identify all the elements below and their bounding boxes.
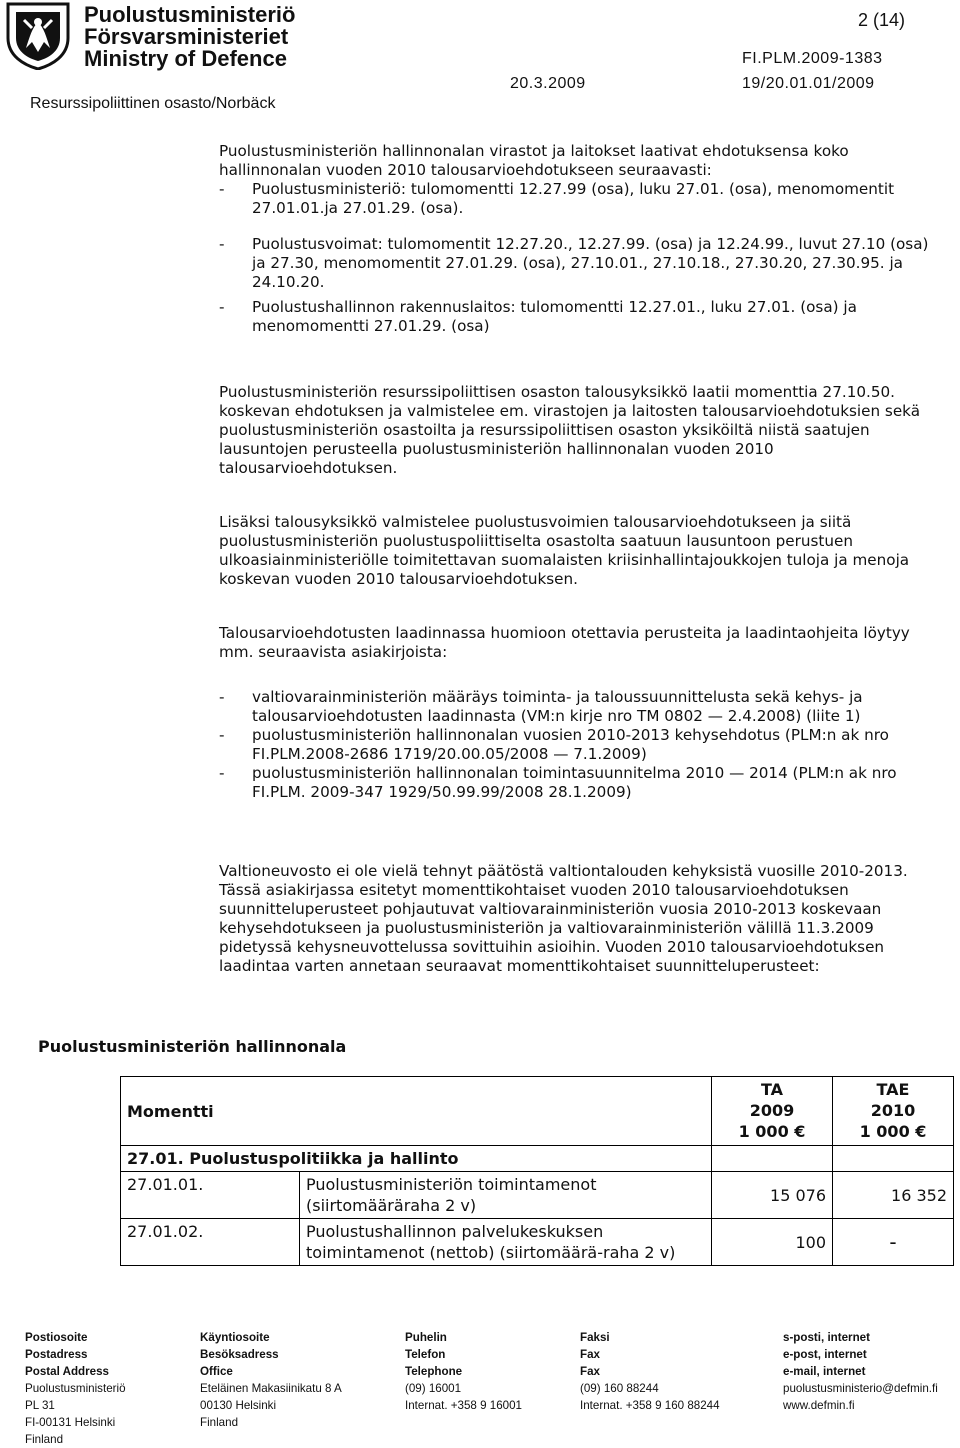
header-momentti: Momentti [121, 1077, 712, 1146]
row-name: Puolustusministeriön toimintamenot (siirtomääräraha 2 v) [300, 1172, 712, 1219]
footer-line: (09) 16001 [405, 1382, 462, 1395]
footer-postal-address [25, 1329, 126, 1448]
table-cell [712, 1146, 833, 1172]
footer-line: (09) 160 88244 [580, 1382, 659, 1395]
table-row [121, 1219, 954, 1266]
section-heading: Puolustusministeriön hallinnonala [38, 1037, 347, 1056]
group-title: 27.01. Puolustuspolitiikka ja hallinto [121, 1146, 712, 1172]
bullet-dash: - [219, 764, 225, 782]
bullet-dash: - [219, 298, 225, 316]
footer-heading: Besöksadress [200, 1348, 279, 1361]
ministry-name-fi: Puolustusministeriö [84, 2, 296, 27]
row-code: 27.01.02. [121, 1219, 300, 1266]
bullet-dash: - [219, 235, 225, 253]
footer-heading: Telefon [405, 1348, 446, 1361]
header-ta-label: TA [760, 1080, 784, 1099]
header-tae [833, 1077, 954, 1146]
list-item-text: puolustusministeriön hallinnonalan toimintasuunnitelma 2010 — 2014 (PLM:n ak nro FI.PLM. 2009-347 1929/50.99.99/2008 28.1.2009) [252, 764, 897, 801]
footer-heading: Postiosoite [25, 1331, 88, 1344]
footer-line: Internat. +358 9 160 88244 [580, 1399, 720, 1412]
footer-line: 00130 Helsinki [200, 1399, 277, 1412]
table-header-row [121, 1077, 954, 1146]
list-item-text: Puolustushallinnon rakennuslaitos: tulomomentti 12.27.01., luku 27.01. (osa) ja menomomentti 27.01.29. (osa) [252, 298, 857, 335]
department: Resurssipoliittinen osasto/Norbäck [30, 95, 276, 112]
header-ta [712, 1077, 833, 1146]
header-ta-year: 2009 [749, 1101, 795, 1120]
ministry-name-en: Ministry of Defence [84, 46, 287, 71]
paragraph: Lisäksi talousyksikkö valmistelee puolustusvoimien talousarvioehdotukseen ja siitä puolustusministeriön puolustuspoliittiselta osastolta saatuun lausuntoon perustuen ulkoasiainministeriölle toimitettavan suomalaisten kriisinhallintajoukkojen tuloja ja menoja koskevan vuoden 2010 talousarvioehdotuksen. [219, 513, 910, 588]
footer-line: Finland [25, 1433, 64, 1446]
header-ta-unit: 1 000 € [738, 1122, 806, 1141]
row-code: 27.01.01. [121, 1172, 300, 1219]
footer-heading: Fax [580, 1348, 600, 1361]
list-item-text: Puolustusvoimat: tulomomentit 12.27.20., 12.27.99. (osa) ja 12.24.99., luvut 27.10 (osa) ja 27.30, menomomentit 27.01.29. (osa), 27.10.01., 27.10.18., 27.30.20, 27.30.95. ja 24.10.20. [252, 235, 929, 291]
footer-line: Eteläinen Makasiinikatu 8 A [200, 1382, 342, 1395]
table-row [121, 1172, 954, 1219]
footer-heading: Käyntiosoite [200, 1331, 270, 1344]
page-number: 2 (14) [858, 10, 906, 30]
footer-email-link[interactable]: puolustusministerio@defmin.fi [783, 1382, 938, 1395]
coat-of-arms-logo [2, 2, 74, 70]
list-item-text: valtiovarainministeriön määräys toiminta- ja taloussuunnittelusta sekä kehys- ja talousarvioehdotusten laadinnasta (VM:n kirje nro TM 0802 — 2.4.2008) (liite 1) [252, 688, 863, 725]
row-tae: 16 352 [833, 1172, 954, 1219]
bullet-dash: - [219, 180, 225, 198]
row-ta: 100 [712, 1219, 833, 1266]
table-cell [833, 1146, 954, 1172]
paragraph: Valtioneuvosto ei ole vielä tehnyt päätöstä valtiontalouden kehyksistä vuosille 2010-2013. Tässä asiakirjassa esitetyt momenttikohtaiset vuoden 2010 talousarvioehdotuksen suunnitteluperusteet pohjautuvat valtiovarainministeriön vuosia 2010-2013 koskevaan kehysehdotukseen ja puolustusministeriön ja valtiovarainministeriön välillä 11.3.2009 pidetyssä kehysneuvottelussa sovittuihin asioihin. Vuoden 2010 talousarvioehdotuksen laadintaa varten annetaan seuraavat momenttikohtaiset suunnitteluperusteet: [219, 862, 908, 975]
bullet-dash: - [219, 688, 225, 706]
footer-fax [580, 1329, 720, 1414]
document-date: 20.3.2009 [510, 75, 586, 92]
intro-paragraph: Puolustusministeriön hallinnonalan virastot ja laitokset laativat ehdotuksensa koko hallinnonalan vuoden 2010 talousarvioehdotukseen seuraavasti: [219, 142, 849, 179]
footer-website-link[interactable]: www.defmin.fi [783, 1399, 855, 1412]
header-tae-label: TAE [876, 1080, 910, 1099]
row-name: Puolustushallinnon palvelukeskuksen toimintamenot (nettob) (siirtomäärä-raha 2 v) [300, 1219, 712, 1266]
list-item [219, 180, 929, 218]
footer-email [783, 1329, 938, 1414]
footer-heading: Telephone [405, 1365, 463, 1378]
row-tae: - [833, 1219, 954, 1266]
footer-telephone [405, 1329, 522, 1414]
footer-heading: Faksi [580, 1331, 610, 1344]
paragraph: Talousarvioehdotusten laadinnassa huomioon otettavia perusteita ja laadintaohjeita löytyy mm. seuraavista asiakirjoista: [219, 624, 910, 661]
ministry-name-sv: Försvarsministeriet [84, 24, 289, 49]
footer-heading: Office [200, 1365, 233, 1378]
list-item [219, 726, 929, 764]
footer-heading: Postadress [25, 1348, 88, 1361]
list-item [219, 764, 929, 802]
footer-heading: Puhelin [405, 1331, 447, 1344]
footer-line: Finland [200, 1416, 239, 1429]
journal-number: 19/20.01.01/2009 [742, 75, 875, 92]
budget-table [120, 1076, 954, 1266]
footer-line: FI-00131 Helsinki [25, 1416, 116, 1429]
footer-heading: e-post, internet [783, 1348, 867, 1361]
header-tae-unit: 1 000 € [859, 1122, 927, 1141]
row-ta: 15 076 [712, 1172, 833, 1219]
footer-line: Internat. +358 9 16001 [405, 1399, 523, 1412]
list-item [219, 688, 929, 726]
footer-heading: Fax [580, 1365, 600, 1378]
list-item-text: Puolustusministeriö: tulomomentti 12.27.99 (osa), luku 27.01. (osa), menomomentit 27.01.01.ja 27.01.29. (osa). [252, 180, 895, 217]
bullet-dash: - [219, 726, 225, 744]
footer-office-address [200, 1329, 342, 1431]
list-item [219, 235, 929, 292]
footer-line: PL 31 [25, 1399, 55, 1412]
table-group-row [121, 1146, 954, 1172]
intro-block [219, 142, 929, 336]
list-item-text: puolustusministeriön hallinnonalan vuosien 2010-2013 kehysehdotus (PLM:n ak nro FI.PLM.2008-2686 1719/20.00.05/2008 — 7.1.2009) [252, 726, 889, 763]
footer-heading: s-posti, internet [783, 1331, 870, 1344]
footer-heading: Postal Address [25, 1365, 109, 1378]
list-item [219, 298, 929, 336]
header-tae-year: 2010 [870, 1101, 916, 1120]
footer-heading: e-mail, internet [783, 1365, 866, 1378]
document-reference: FI.PLM.2009-1383 [742, 50, 883, 67]
footer-line: Puolustusministeriö [25, 1382, 126, 1395]
document-list [219, 688, 929, 802]
paragraph: Puolustusministeriön resurssipoliittisen osaston talousyksikkö laatii momenttia 27.10.50. koskevan ehdotuksen ja valmistelee em. virastojen ja laitosten talousarvioehdotuksien sekä puolustusministeriön osastoilta ja resurssipoliittisen osaston yksiköiltä niistä saatujen lausuntojen perusteella puolustusministeriön hallinnonalan vuoden 2010 talousarvioehdotuksen. [219, 383, 921, 477]
